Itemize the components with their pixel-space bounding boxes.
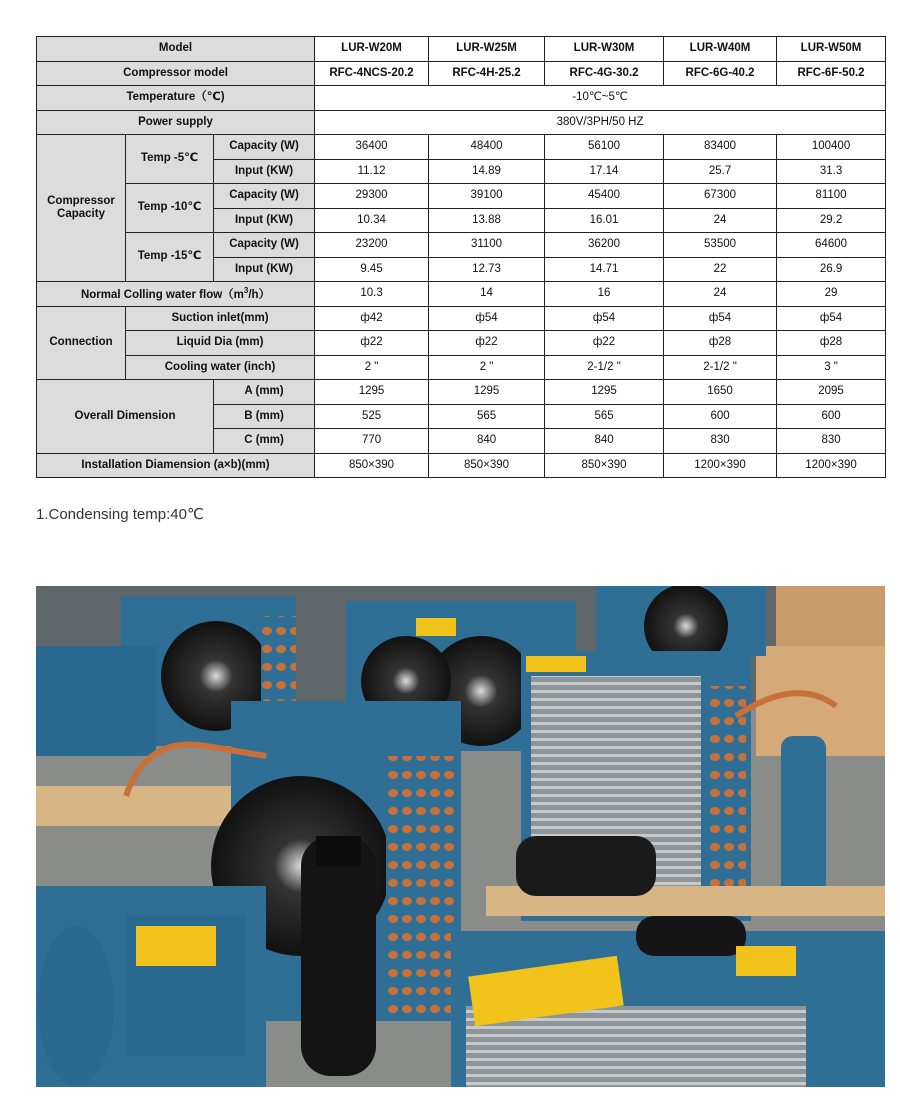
label-input: Input (KW)	[214, 208, 315, 233]
cell-value: 36400	[315, 135, 429, 160]
cell-value: 840	[429, 429, 545, 454]
cell-value: 24	[664, 282, 777, 307]
cell-value: 11.12	[315, 159, 429, 184]
label-liquid: Liquid Dia (mm)	[126, 331, 315, 356]
cell-value: 1295	[545, 380, 664, 405]
label-cooling-water: Cooling water (inch)	[126, 355, 315, 380]
compressor-model-5: RFC-6F-50.2	[777, 61, 886, 86]
cell-value: 1650	[664, 380, 777, 405]
row-temp15-capacity	[37, 233, 886, 258]
cell-value: ф22	[315, 331, 429, 356]
label-compressor-model: Compressor model	[37, 61, 315, 86]
cell-value: 565	[429, 404, 545, 429]
cell-value: 1200×390	[664, 453, 777, 478]
cell-value: 1295	[315, 380, 429, 405]
cell-value: 100400	[777, 135, 886, 160]
cell-value: 12.73	[429, 257, 545, 282]
row-power-supply	[37, 110, 886, 135]
cell-value: 2-1/2 "	[664, 355, 777, 380]
cell-value: 24	[664, 208, 777, 233]
cell-value: 600	[777, 404, 886, 429]
cell-value: 29	[777, 282, 886, 307]
cell-value: 53500	[664, 233, 777, 258]
cell-value: 14.89	[429, 159, 545, 184]
model-5: LUR-W50M	[777, 37, 886, 62]
cell-value: 830	[664, 429, 777, 454]
row-model	[37, 37, 886, 62]
row-temperature	[37, 86, 886, 111]
cell-value: ф22	[429, 331, 545, 356]
cell-value: 1200×390	[777, 453, 886, 478]
label-dim-a: A (mm)	[214, 380, 315, 405]
cell-value: 64600	[777, 233, 886, 258]
row-cooling-water	[37, 355, 886, 380]
cell-value: 81100	[777, 184, 886, 209]
row-temp5-capacity	[37, 135, 886, 160]
cell-value: 25.7	[664, 159, 777, 184]
cell-value: 525	[315, 404, 429, 429]
cell-value: 9.45	[315, 257, 429, 282]
row-water-flow	[37, 282, 886, 307]
cell-value: 565	[545, 404, 664, 429]
cell-value: 13.88	[429, 208, 545, 233]
cell-value: 14	[429, 282, 545, 307]
label-temp-15: Temp -15℃	[126, 233, 214, 282]
power-supply-value: 380V/3PH/50 HZ	[315, 110, 886, 135]
cell-value: 39100	[429, 184, 545, 209]
cell-value: 2095	[777, 380, 886, 405]
label-compressor-capacity: Compressor Capacity	[37, 135, 126, 282]
condensing-units-photo	[36, 586, 885, 1087]
cell-value: 770	[315, 429, 429, 454]
label-dim-c: C (mm)	[214, 429, 315, 454]
cell-value: ф42	[315, 306, 429, 331]
water-flow-label-text: Normal Colling water flow（m	[80, 288, 244, 301]
cell-value: 22	[664, 257, 777, 282]
cell-value: 29.2	[777, 208, 886, 233]
cell-value: 36200	[545, 233, 664, 258]
temperature-value: -10℃~5℃	[315, 86, 886, 111]
cell-value: 600	[664, 404, 777, 429]
compressor-model-1: RFC-4NCS-20.2	[315, 61, 429, 86]
cell-value: 26.9	[777, 257, 886, 282]
cell-value: 56100	[545, 135, 664, 160]
cell-value: 16.01	[545, 208, 664, 233]
cell-value: 83400	[664, 135, 777, 160]
cell-value: ф54	[429, 306, 545, 331]
cell-value: 16	[545, 282, 664, 307]
row-dim-a	[37, 380, 886, 405]
label-temp-10: Temp -10℃	[126, 184, 214, 233]
cell-value: 840	[545, 429, 664, 454]
cell-value: 830	[777, 429, 886, 454]
cell-value: ф54	[777, 306, 886, 331]
row-installation	[37, 453, 886, 478]
label-input: Input (KW)	[214, 257, 315, 282]
cell-value: ф28	[777, 331, 886, 356]
compressor-model-4: RFC-6G-40.2	[664, 61, 777, 86]
label-water-flow	[37, 282, 315, 307]
label-power-supply: Power supply	[37, 110, 315, 135]
label-temperature: Temperature（℃)	[37, 86, 315, 111]
cell-value: 2-1/2 "	[545, 355, 664, 380]
cell-value: 17.14	[545, 159, 664, 184]
product-photo	[36, 586, 885, 1087]
label-model: Model	[37, 37, 315, 62]
cell-value: 31100	[429, 233, 545, 258]
row-temp10-capacity	[37, 184, 886, 209]
label-dim-b: B (mm)	[214, 404, 315, 429]
compressor-model-2: RFC-4H-25.2	[429, 61, 545, 86]
cell-value: ф54	[664, 306, 777, 331]
row-compressor-model	[37, 61, 886, 86]
cell-value: 2 "	[315, 355, 429, 380]
cell-value: 850×390	[545, 453, 664, 478]
label-suction: Suction inlet(mm)	[126, 306, 315, 331]
model-1: LUR-W20M	[315, 37, 429, 62]
cell-value: 850×390	[315, 453, 429, 478]
cell-value: 3 "	[777, 355, 886, 380]
label-connection: Connection	[37, 306, 126, 380]
water-flow-label-sup: 3	[243, 285, 249, 295]
condensing-temp-note: 1.Condensing temp:40℃	[36, 506, 204, 523]
label-installation: Installation Diamension (a×b)(mm)	[37, 453, 315, 478]
model-3: LUR-W30M	[545, 37, 664, 62]
cell-value: 48400	[429, 135, 545, 160]
cell-value: 29300	[315, 184, 429, 209]
cell-value: 10.3	[315, 282, 429, 307]
cell-value: 2 "	[429, 355, 545, 380]
label-input: Input (KW)	[214, 159, 315, 184]
model-4: LUR-W40M	[664, 37, 777, 62]
cell-value: 1295	[429, 380, 545, 405]
row-liquid	[37, 331, 886, 356]
compressor-model-3: RFC-4G-30.2	[545, 61, 664, 86]
cell-value: 850×390	[429, 453, 545, 478]
spec-table	[36, 36, 886, 478]
cell-value: ф28	[664, 331, 777, 356]
label-capacity: Capacity (W)	[214, 184, 315, 209]
label-overall-dimension: Overall Dimension	[37, 380, 214, 454]
row-suction	[37, 306, 886, 331]
label-capacity: Capacity (W)	[214, 233, 315, 258]
model-2: LUR-W25M	[429, 37, 545, 62]
cell-value: 67300	[664, 184, 777, 209]
cell-value: 45400	[545, 184, 664, 209]
cell-value: 23200	[315, 233, 429, 258]
cell-value: 14.71	[545, 257, 664, 282]
label-temp-5: Temp -5℃	[126, 135, 214, 184]
cell-value: 10.34	[315, 208, 429, 233]
cell-value: ф54	[545, 306, 664, 331]
cell-value: 31.3	[777, 159, 886, 184]
label-capacity: Capacity (W)	[214, 135, 315, 160]
water-flow-label-unit: /h）	[248, 288, 271, 301]
cell-value: ф22	[545, 331, 664, 356]
